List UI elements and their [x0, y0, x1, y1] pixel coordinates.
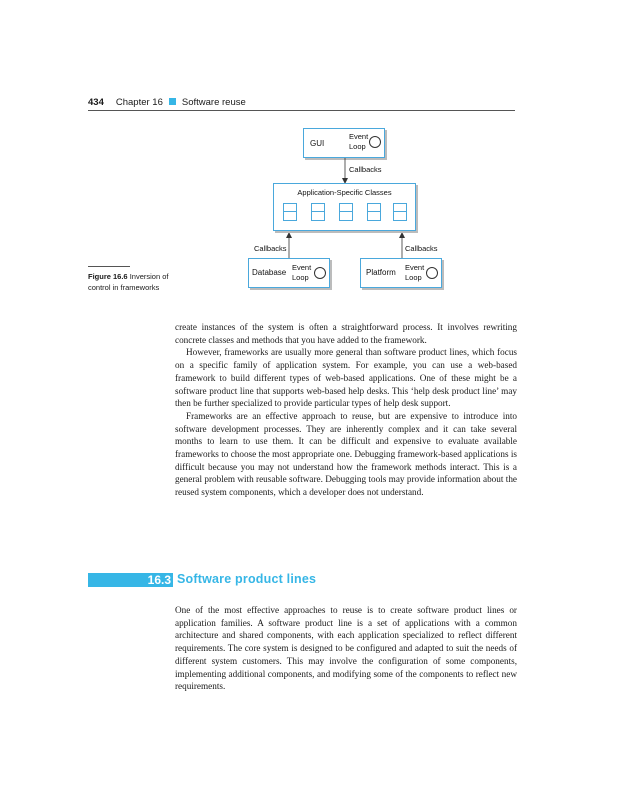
square-bullet-icon: [169, 98, 176, 105]
app-classes-label: Application-Specific Classes: [297, 188, 392, 197]
gui-loop-label: Loop: [349, 142, 366, 151]
callbacks-top-label: Callbacks: [349, 165, 382, 174]
paragraph: create instances of the system is often a straightforward process. It involves rewriting concrete classes and methods that you have added to the framework.: [175, 322, 517, 345]
event-loop-icon: [426, 267, 438, 279]
platform-loop-label: Loop: [405, 273, 422, 282]
section-title: Software product lines: [177, 572, 317, 586]
section-number: 16.3: [147, 573, 171, 587]
platform-label: Platform: [366, 268, 396, 277]
body-text-top: [175, 321, 517, 499]
platform-event-label: Event: [405, 263, 425, 272]
running-header: [88, 97, 515, 111]
section-label: Software reuse: [181, 97, 246, 108]
header-rule: [88, 110, 515, 111]
paragraph: Frameworks are an effective approach to reuse, but are expensive to introduce into software development processes. They are inherently complex and it can take several months to learn to use them. It can be difficult and expensive to evaluate available frameworks to choose the most appropriate one. Debugging framework-based applications is difficult because you may not understand how the framework methods interact. This is a general problem with reusable software. Debugging tools may provide information about the reused system components, which a developer does not understand.: [175, 410, 517, 498]
page-number: 434: [88, 97, 104, 108]
gui-event-label: Event: [349, 132, 369, 141]
class-icon: [393, 203, 407, 221]
event-loop-icon: [369, 136, 381, 148]
event-loop-icon: [314, 267, 326, 279]
gui-label: GUI: [310, 139, 325, 148]
figure-caption-text: Inversion of control in frameworks: [88, 272, 169, 292]
callbacks-left-label: Callbacks: [254, 244, 287, 253]
database-loop-label: Loop: [292, 273, 309, 282]
class-icon: [367, 203, 381, 221]
class-icon: [339, 203, 353, 221]
paragraph: However, frameworks are usually more general than software product lines, which focus on a specific family of application system. For example, you can use a web-based framework to build different types of web-based applications. One of these might be a software product line that supports web-based help desks. This ‘help desk product line’ may then be further specialized to provide particular types of help desk support.: [175, 347, 517, 409]
callbacks-right-label: Callbacks: [405, 244, 438, 253]
caption-rule: [88, 266, 130, 267]
class-icon: [311, 203, 325, 221]
figure-caption: [88, 271, 178, 293]
class-icon: [283, 203, 297, 221]
chapter-label: Chapter 16: [115, 97, 163, 108]
database-label: Database: [252, 268, 287, 277]
paragraph: One of the most effective approaches to reuse is to create software product lines or application families. A software product line is a set of applications with a common architecture and shared components, with each application specialized to reflect different requirements. The core system is designed to be configured and adapted to suit the needs of different system customers. This may involve the configuration of some components, implementing additional components, and modifying some of the components to reflect new requirements.: [175, 605, 517, 692]
database-event-label: Event: [292, 263, 312, 272]
figure-label: Figure 16.6: [88, 272, 128, 281]
body-text-bottom: [175, 604, 517, 693]
